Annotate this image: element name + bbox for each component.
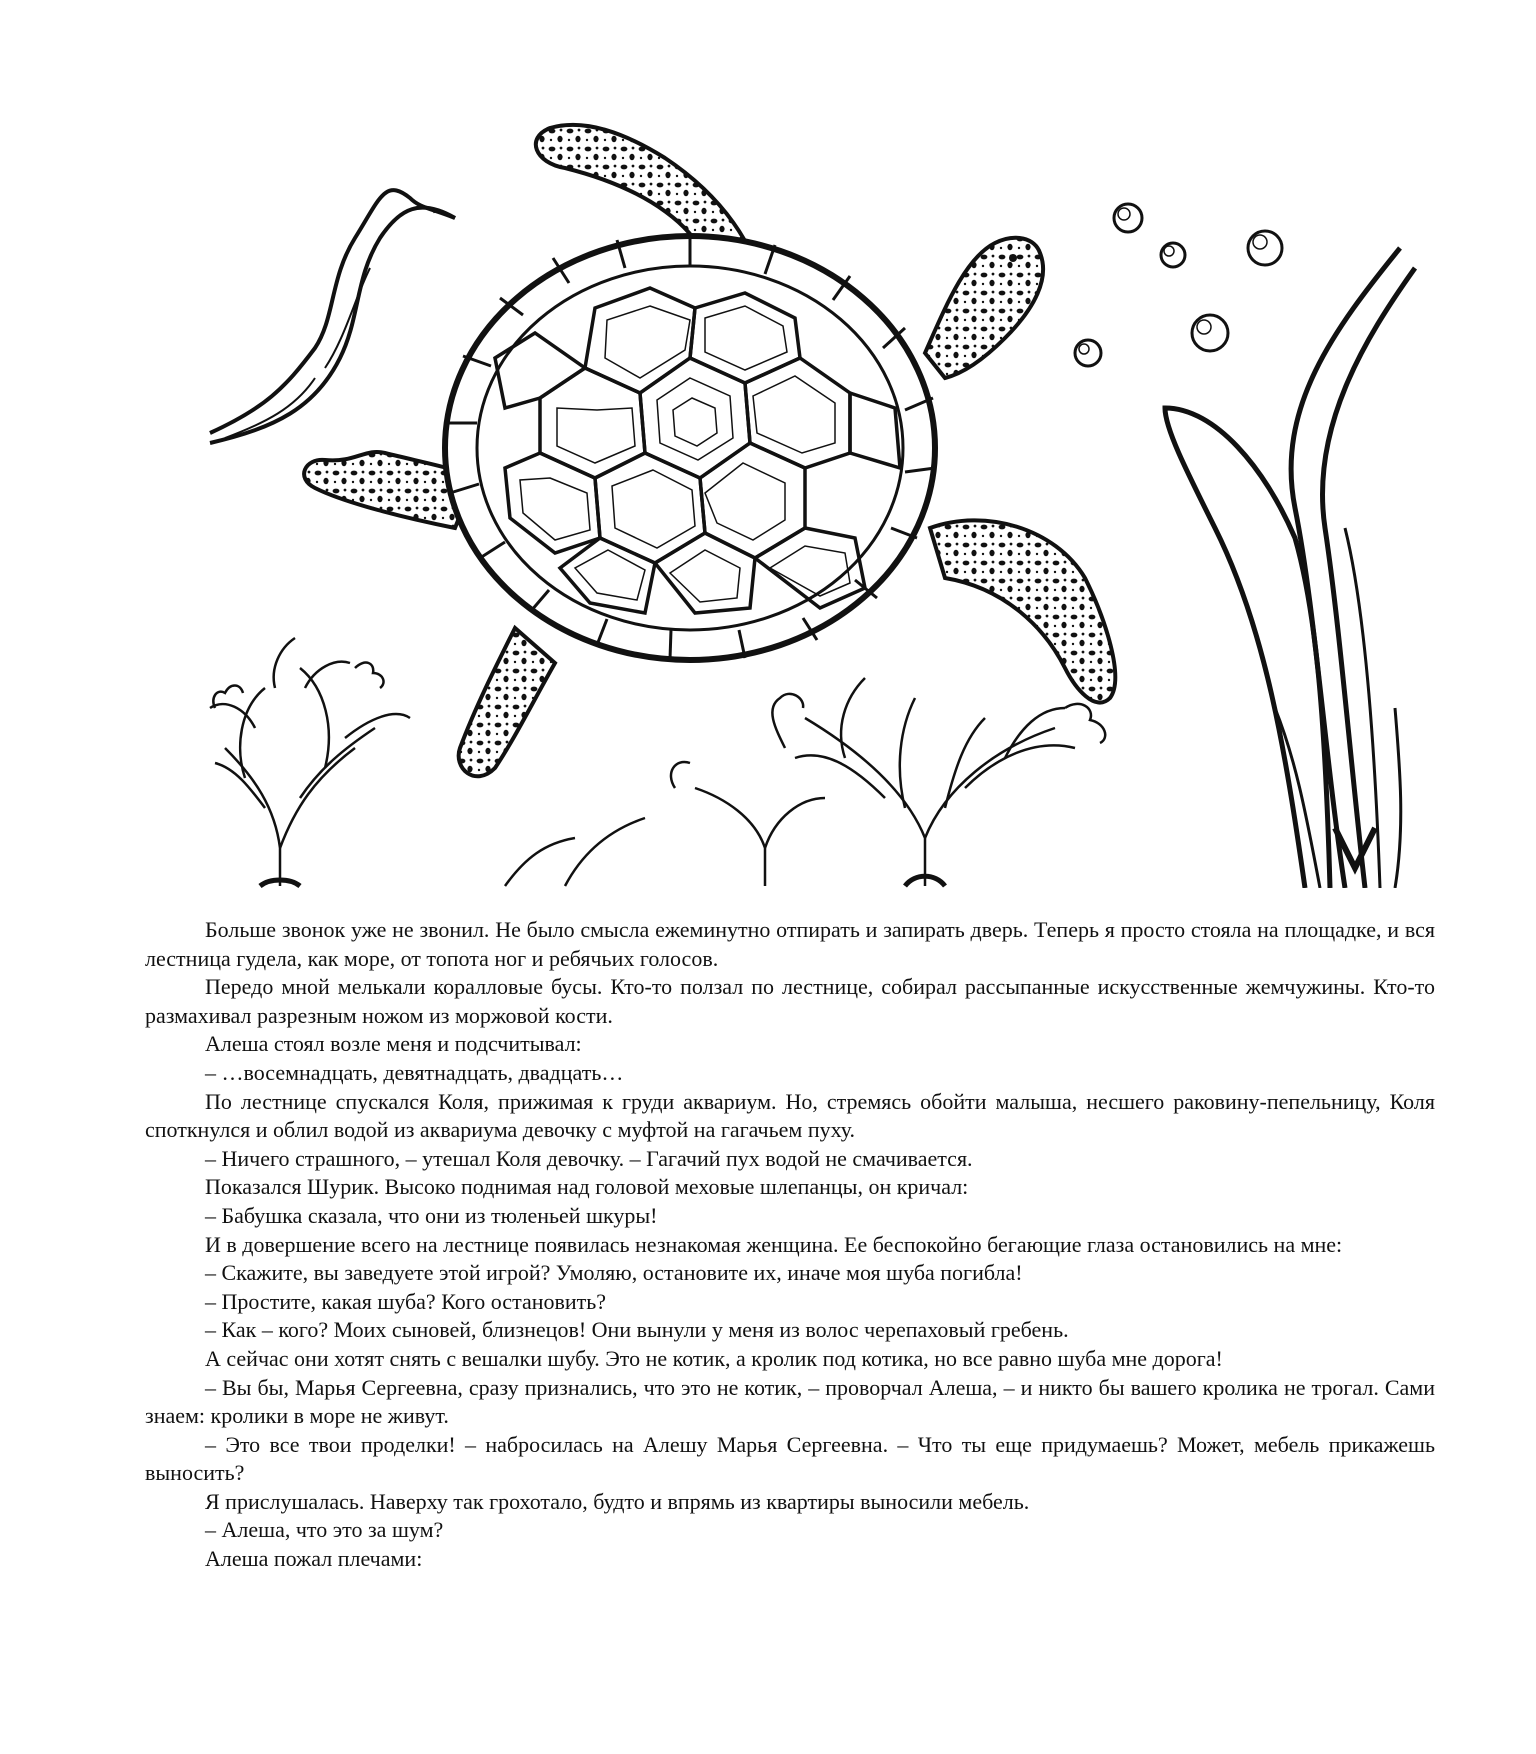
story-text <box>145 916 1435 1574</box>
paragraph: Показался Шурик. Высоко поднимая над головой меховые шлепанцы, он кричал: <box>205 1174 969 1200</box>
paragraph: – Алеша, что это за шум? <box>205 1517 444 1543</box>
paragraph: – Ничего страшного, – утешал Коля девочку. – Гагачий пух водой не смачивается. <box>205 1145 973 1171</box>
bubbles-icon <box>1075 204 1282 366</box>
coral-icon <box>505 678 1105 886</box>
sea-turtle-icon <box>304 125 1115 776</box>
coral-icon <box>210 638 410 886</box>
paragraph: – Это все твои проделки! – набросилась на Алешу Марья Сергеевна. – Что ты еще придумаешь? Может, мебель прикажешь выносить? <box>145 1431 1435 1486</box>
paragraph: – Как – кого? Моих сыновей, близнецов! Они вынули у меня из волос черепаховый гребень. <box>205 1317 1069 1343</box>
paragraph: Передо мной мелькали коралловые бусы. Кто-то ползал по лестнице, собирал рассыпанные искусственные жемчужины. Кто-то размахивал разрезным ножом из моржовой кости. <box>145 974 1435 1028</box>
sea-turtle-illustration <box>205 108 1430 888</box>
paragraph: Я прислушалась. Наверху так грохотало, будто и впрямь из квартиры выносили мебель. <box>205 1488 1030 1514</box>
seaweed-icon <box>210 190 455 443</box>
seaweed-icon <box>1165 248 1415 888</box>
paragraph: А сейчас они хотят снять с вешалки шубу. Это не котик, а кролик под котика, но все равно шуба мне дорога! <box>205 1345 1223 1371</box>
paragraph: И в довершение всего на лестнице появилась незнакомая женщина. Ее беспокойно бегающие глаза остановились на мне: <box>205 1231 1343 1257</box>
paragraph: По лестнице спускался Коля, прижимая к груди аквариум. Но, стремясь обойти малыша, несшего раковину-пепельницу, Коля споткнулся и облил водой из аквариума девочку с муфтой на гагачьем пуху. <box>145 1088 1435 1143</box>
paragraph: Алеша пожал плечами: <box>205 1546 423 1572</box>
paragraph: Больше звонок уже не звонил. Не было смысла ежеминутно отпирать и запирать дверь. Теперь я просто стояла на площадке, и вся лестница гудела, как море, от топота ног и ребячьих голосов. <box>145 917 1435 971</box>
paragraph: – Вы бы, Марья Сергеевна, сразу признались, что это не котик, – проворчал Алеша, – и никто бы вашего кролика не трогал. Сами знаем: кролики в море не живут. <box>145 1374 1435 1429</box>
paragraph: – Бабушка сказала, что они из тюленьей шкуры! <box>205 1202 658 1228</box>
paragraph: – Скажите, вы заведуете этой игрой? Умоляю, остановите их, иначе моя шуба погибла! <box>205 1260 1023 1286</box>
paragraph: – Простите, какая шуба? Кого остановить? <box>205 1288 607 1314</box>
paragraph: – …восемнадцать, девятнадцать, двадцать… <box>205 1059 624 1085</box>
paragraph: Алеша стоял возле меня и подсчитывал: <box>205 1031 582 1057</box>
